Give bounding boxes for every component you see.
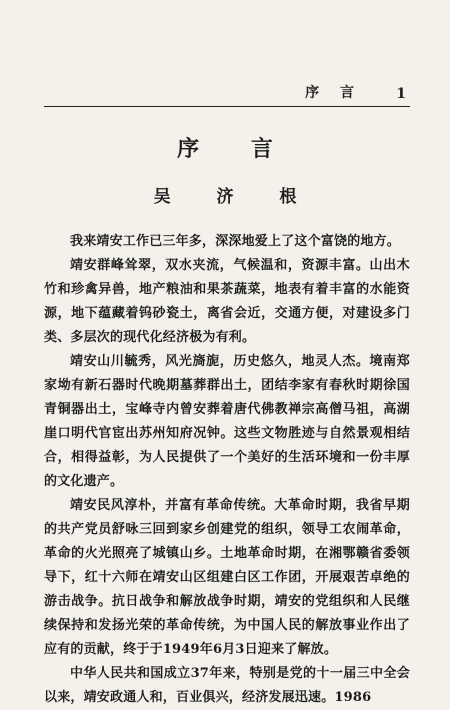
author-name: 吴 济 根 bbox=[153, 187, 317, 207]
paragraph: 靖安民风淳朴，并富有革命传统。大革命时期，我省早期的共产党员舒咏三回到家乡创建党的组织，领导工农闹革命，革命的火光照亮了城镇山乡。土地革命时期，在湘鄂赣省委领导下，红十六师在靖安山区组建白区工作团，开展艰苦卓绝的游击战争。抗日战争和解放战争时期，靖安的党组织和人民继续保持和发扬光荣的革命传统，为中国人民的解放事业作出了应有的贡献，终于于1949年6月3日迎来了解放。 bbox=[44, 498, 410, 657]
body-text bbox=[44, 230, 410, 710]
paragraph: 靖安群峰耸翠，双水夹流，气候温和，资源丰富。山出木竹和珍禽异兽，地产粮油和果茶蔬菜，地表有着丰富的水能资源，地下蕴藏着钨砂瓷土，离省会近，交通方便，对建设多门类、多层次的现代化经济极为有利。 bbox=[44, 258, 410, 345]
paragraph: 中华人民共和国成立37年来，特别是党的十一届三中全会以来，靖安政通人和，百业俱兴，经济发展迅速。1986 bbox=[44, 666, 410, 705]
running-header bbox=[44, 80, 410, 107]
page-number: 1 bbox=[396, 86, 406, 102]
paragraph: 靖安山川毓秀，风光旖旎，历史悠久，地灵人杰。境南郑家坳有新石器时代晚期墓葬群出土，团结李家有春秋时期徐国青铜器出土，宝峰寺内曾安葬着唐代佛教禅宗高僧马祖，高湖崖口明代官宦出苏州知府况钟。这些文物胜迹与自然景观相结合，相得益彰，为人民提供了一个美好的生活环境和一份丰厚的文化遗产。 bbox=[44, 354, 410, 489]
paragraph: 我来靖安工作已三年多，深深地爱上了这个富饶的地方。 bbox=[70, 234, 401, 249]
running-title: 序 言 bbox=[305, 85, 362, 101]
chapter-title: 序 言 bbox=[177, 136, 295, 162]
